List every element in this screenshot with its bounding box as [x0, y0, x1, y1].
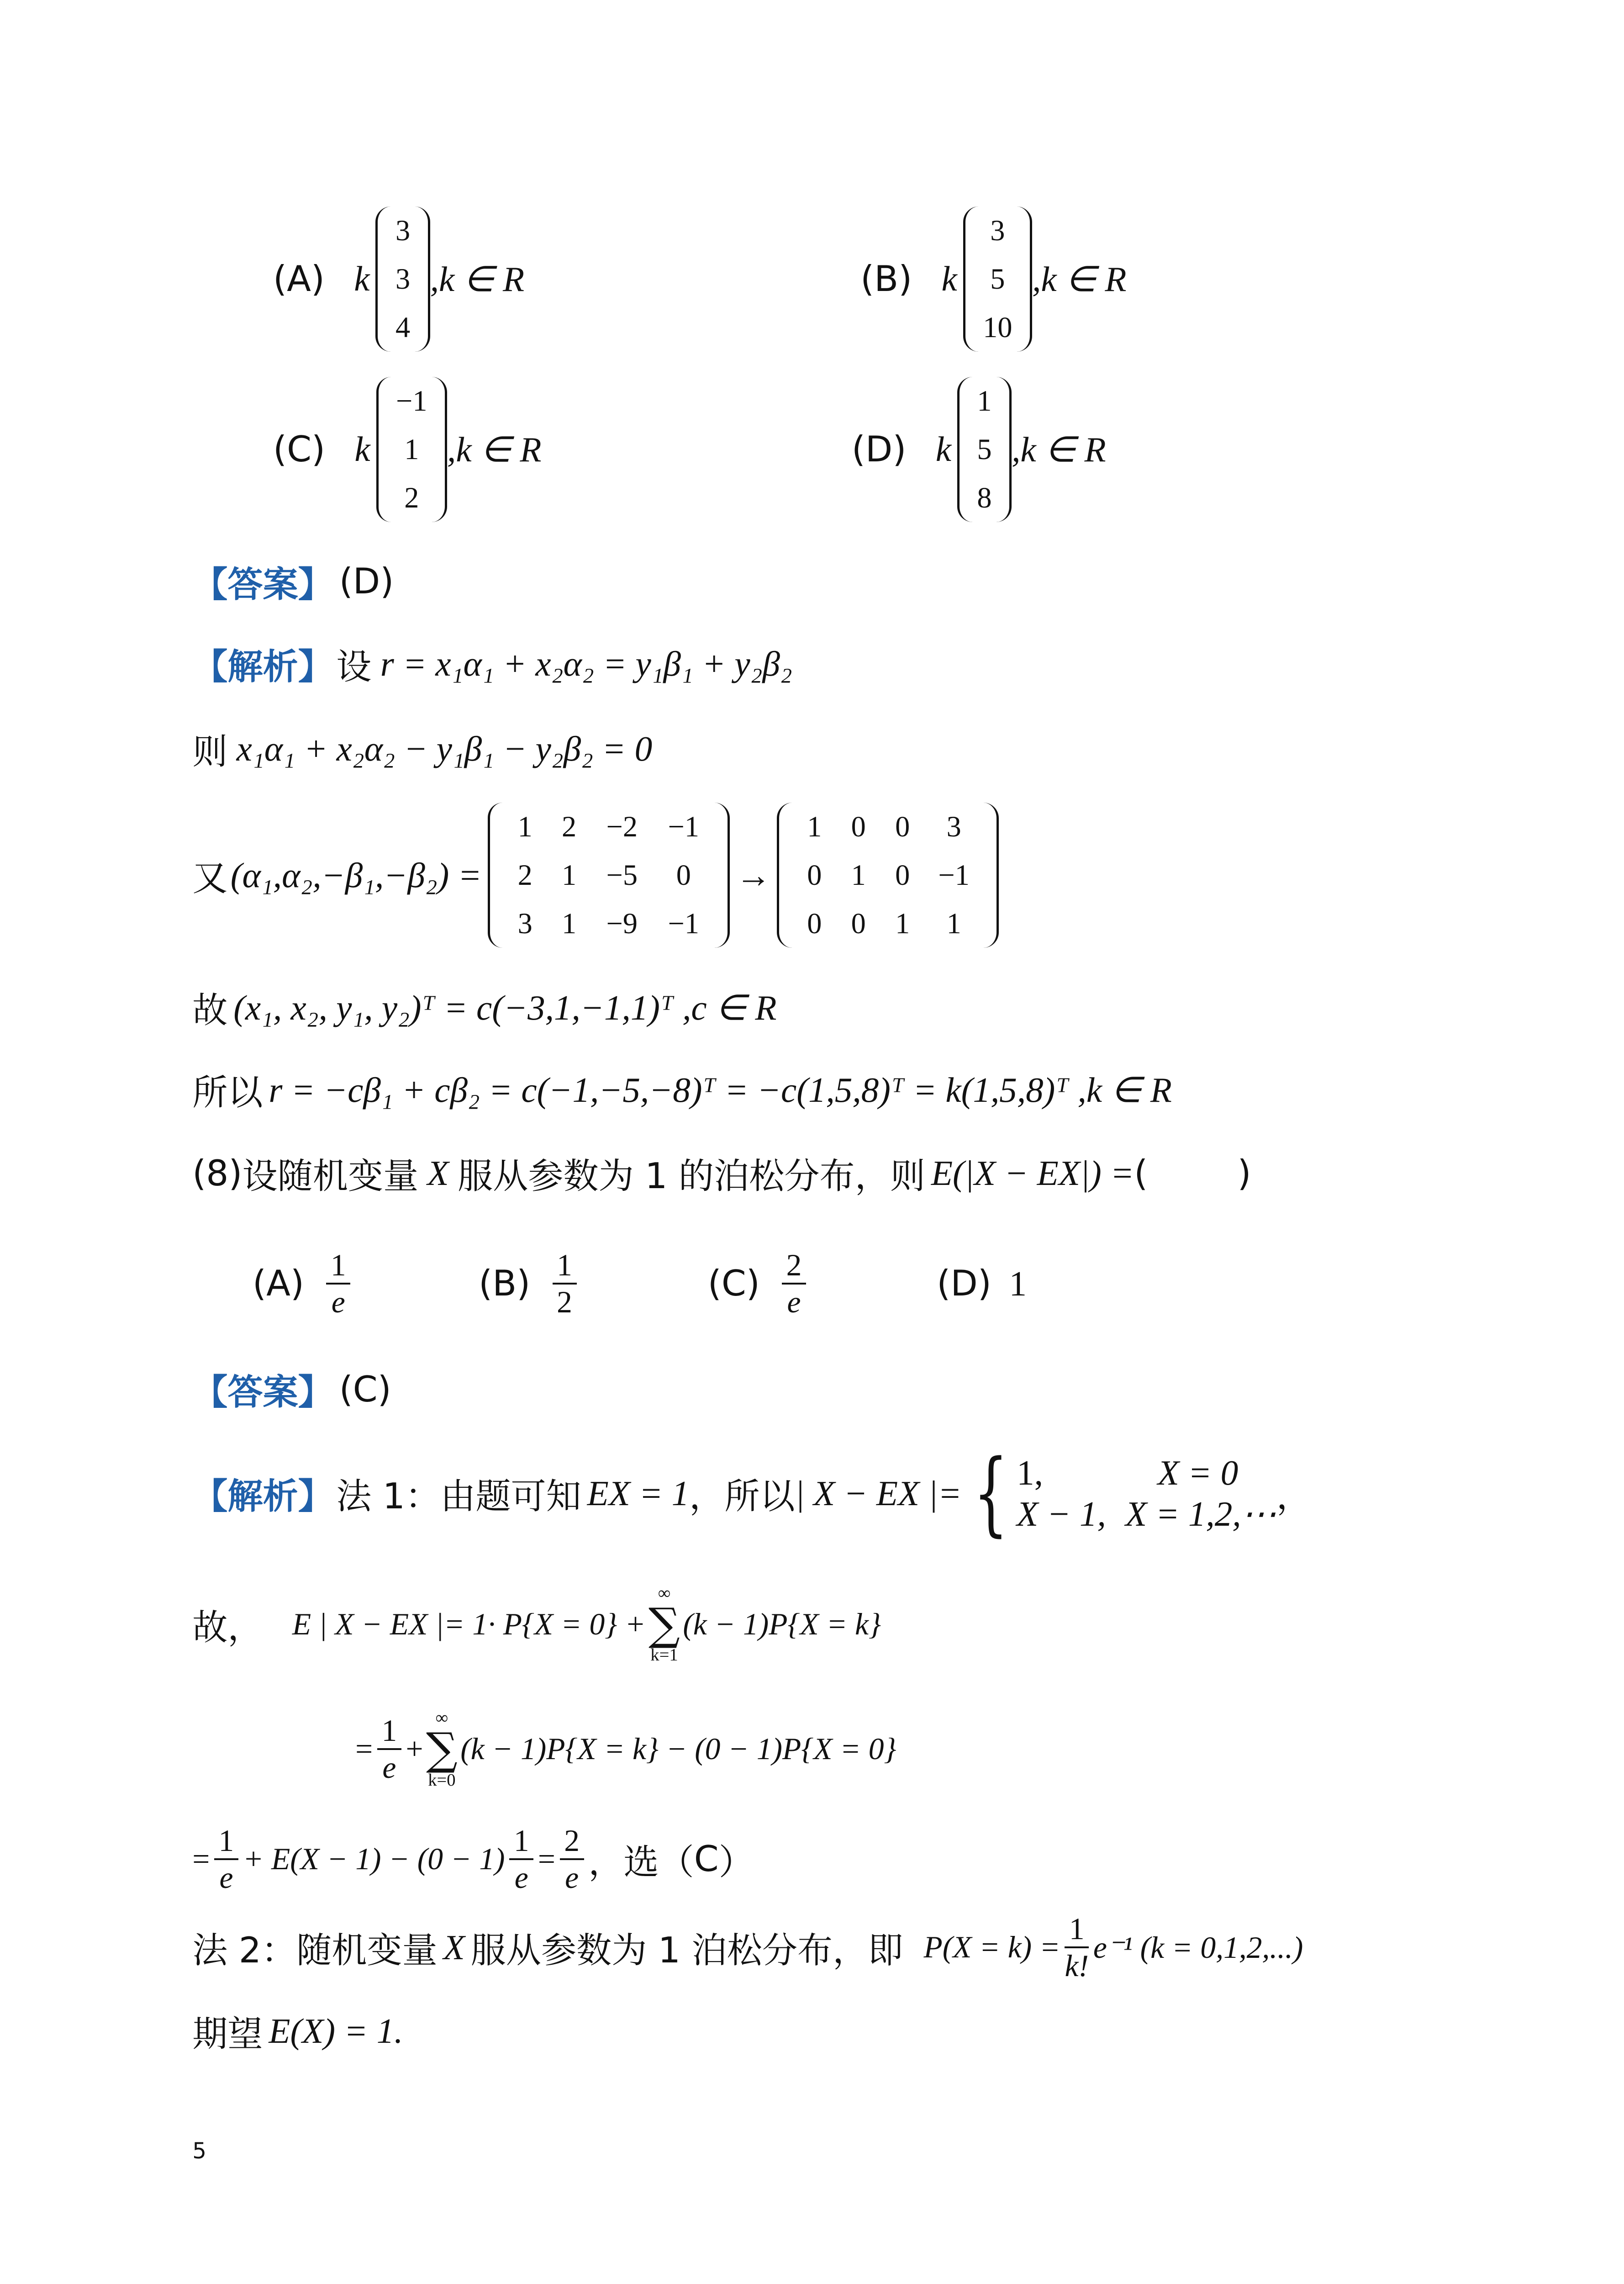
option-label: (C) — [273, 428, 326, 470]
analysis-text: 设 — [336, 646, 372, 687]
sum-upper: ∞ — [658, 1584, 671, 1603]
denominator: e — [514, 1861, 528, 1895]
fraction — [377, 1713, 401, 1785]
option-8c — [708, 1242, 811, 1325]
question-8 — [192, 1142, 1251, 1204]
option-value: 1 — [1009, 1264, 1027, 1303]
fraction — [782, 1248, 806, 1320]
reduced-matrix — [777, 803, 999, 948]
case-value: 1, — [1017, 1453, 1044, 1493]
option-label: (B) — [860, 258, 912, 300]
analysis-text: 故 — [192, 990, 228, 1031]
matrix-entry: −5 — [606, 859, 638, 892]
matrix-entry: −2 — [606, 810, 638, 843]
numerator: 1 — [214, 1823, 238, 1860]
numerator: 2 — [560, 1823, 584, 1860]
numerator: 1 — [1065, 1911, 1089, 1948]
analysis-text: ，所以 — [689, 1476, 795, 1517]
matrix-entry: 0 — [851, 907, 866, 940]
augmented-matrix — [488, 803, 730, 948]
numerator: 1 — [377, 1713, 401, 1750]
matrix-entry: 1 — [562, 907, 577, 940]
cases-brace: { — [973, 1440, 1008, 1547]
question-text: 服从参数为 1 的泊松分布，则 — [457, 1156, 926, 1197]
formula: e⁻¹ (k = 0,1,2,...) — [1093, 1930, 1303, 1965]
analysis-text: 期望 — [192, 2014, 263, 2055]
matrix-entry: 0 — [851, 810, 866, 843]
denominator: e — [382, 1750, 396, 1785]
analysis-text: 法 2：随机变量 — [192, 1930, 438, 1971]
vec-entry: 1 — [404, 433, 419, 465]
analysis-8-step-2 — [355, 1704, 896, 1795]
option-label: (D) — [851, 428, 907, 470]
analysis-7-line-5 — [192, 1060, 1172, 1119]
analysis-8-step-3 — [192, 1818, 754, 1900]
selected-choice: C — [694, 1839, 719, 1880]
scalar-k: k — [935, 429, 951, 469]
formula: E(|X − EX|) = — [931, 1153, 1134, 1193]
vector-domain: ,k ∈ R — [1032, 259, 1127, 299]
option-7b — [860, 206, 1126, 353]
vector-domain: ,k ∈ R — [447, 429, 542, 469]
fraction — [326, 1248, 350, 1320]
denominator: 2 — [557, 1285, 572, 1320]
formula: (k − 1)P{X = k} − (0 − 1)P{X = 0} — [460, 1732, 896, 1766]
formula: (k − 1)P{X = k} — [683, 1607, 881, 1641]
formula: x₁α₁ + x₂α₂ − y₁β₁ − y₂β₂ = 0 — [236, 729, 653, 769]
scalar-k: k — [941, 259, 957, 299]
fraction — [214, 1823, 238, 1895]
sum-upper: ∞ — [435, 1708, 448, 1728]
analysis-8-expectation — [192, 2000, 403, 2062]
analysis-text: ， — [1276, 1476, 1312, 1517]
matrix-entry: 0 — [895, 859, 910, 892]
formula: | X − EX |= — [795, 1474, 962, 1513]
denominator: e — [219, 1861, 233, 1895]
formula: r = x₁α₁ + x₂α₂ = y₁β₁ + y₂β₂ — [380, 644, 792, 683]
formula: E | X − EX |= 1· P{X = 0} + — [292, 1607, 646, 1641]
formula: X — [443, 1927, 465, 1967]
numerator: 1 — [553, 1248, 577, 1285]
analysis-text: 服从参数为 1 泊松分布，即 — [470, 1930, 903, 1971]
option-label: (A) — [253, 1263, 304, 1305]
analysis-tag: 【解析】 — [192, 646, 333, 687]
matrix-entry: 1 — [946, 907, 961, 940]
numerator: 1 — [326, 1248, 350, 1285]
fraction — [553, 1248, 577, 1320]
matrix-entry: 1 — [562, 859, 577, 892]
matrix-entry: −1 — [668, 907, 700, 940]
vec-entry: 5 — [990, 262, 1005, 295]
sum-lower: k=0 — [428, 1770, 456, 1790]
case-value: X − 1, — [1017, 1494, 1106, 1533]
vec-entry: −1 — [396, 384, 427, 417]
matrix-entry: 2 — [562, 810, 577, 843]
analysis-7-line-1 — [192, 634, 792, 693]
analysis-text: ） — [718, 1841, 754, 1883]
denominator: k! — [1065, 1949, 1089, 1983]
option-label: (D) — [937, 1263, 991, 1305]
option-label: (C) — [707, 1263, 760, 1305]
analysis-text: ，选（ — [588, 1841, 694, 1883]
analysis-text: 故， — [192, 1607, 263, 1648]
matrix-entry: 0 — [676, 859, 691, 892]
matrix-entry: 1 — [807, 810, 822, 843]
answer-7 — [192, 552, 394, 611]
question-text: 设随机变量 — [242, 1156, 419, 1197]
matrix-entry: −9 — [606, 907, 638, 940]
analysis-text: 又 — [192, 857, 228, 899]
case-condition: X = 0 — [1157, 1453, 1239, 1493]
scalar-k: k — [354, 429, 370, 469]
formula: E(X) = 1. — [269, 2011, 403, 2051]
column-vector — [963, 206, 1032, 352]
analysis-8-step-1 — [192, 1581, 881, 1669]
formula: EX = 1 — [587, 1474, 690, 1513]
matrix-entry: 0 — [807, 907, 822, 940]
column-vector — [375, 206, 430, 352]
matrix-entry: 3 — [517, 907, 533, 940]
vec-entry: 1 — [977, 384, 992, 417]
analysis-text: 法 1：由题可知 — [336, 1476, 581, 1517]
summation-icon: ∞ ∑ k=0 — [426, 1708, 458, 1790]
formula: (x₁, x₂, y₁, y₂)ᵀ = c(−3,1,−1,1)ᵀ ,c ∈ R — [233, 988, 777, 1027]
vector-domain: ,k ∈ R — [1012, 429, 1106, 469]
analysis-7-line-4 — [192, 978, 776, 1037]
analysis-text: 则 — [192, 731, 228, 773]
vec-entry: 4 — [395, 311, 411, 344]
analysis-text: 所以 — [192, 1072, 263, 1114]
question-number: (8) — [192, 1153, 243, 1194]
vec-entry: 8 — [977, 481, 992, 514]
fraction — [1065, 1911, 1089, 1983]
formula: = — [355, 1732, 373, 1766]
option-8b — [479, 1242, 581, 1325]
formula: (α₁,α₂,−β₁,−β₂) = — [230, 855, 482, 895]
fraction — [509, 1823, 533, 1895]
denominator: e — [787, 1285, 801, 1320]
piecewise-cases — [1017, 1453, 1276, 1534]
scalar-k: k — [354, 259, 370, 299]
formula: + — [406, 1732, 423, 1766]
formula: X — [427, 1153, 449, 1193]
option-7a — [273, 206, 524, 353]
column-vector — [957, 377, 1012, 522]
matrix-entry: 0 — [807, 859, 822, 892]
analysis-7-line-2 — [192, 719, 652, 778]
formula: r = −cβ₁ + cβ₂ = c(−1,−5,−8)ᵀ = −c(1,5,8)ᵀ = k(1,5,8)ᵀ ,k ∈ R — [269, 1070, 1172, 1110]
option-label: (B) — [479, 1263, 531, 1305]
matrix-entry: 1 — [517, 810, 533, 843]
vec-entry: 10 — [983, 311, 1012, 344]
answer-blank: ( ) — [1134, 1153, 1251, 1194]
vec-entry: 3 — [395, 262, 411, 295]
fraction — [560, 1823, 584, 1895]
option-8a — [253, 1242, 355, 1325]
answer-tag: 【答案】 — [192, 1372, 333, 1413]
matrix-entry: 0 — [895, 810, 910, 843]
option-8d — [937, 1242, 1027, 1325]
analysis-7-matrix-line — [192, 799, 999, 952]
vec-entry: 2 — [404, 481, 419, 514]
numerator: 2 — [782, 1248, 806, 1285]
answer-tag: 【答案】 — [192, 564, 333, 605]
answer-8 — [192, 1360, 391, 1419]
matrix-entry: −1 — [938, 859, 970, 892]
analysis-tag: 【解析】 — [192, 1476, 333, 1517]
sum-lower: k=1 — [650, 1645, 678, 1665]
denominator: e — [565, 1861, 579, 1895]
formula: P(X = k) = — [923, 1930, 1060, 1965]
vec-entry: 3 — [990, 214, 1005, 247]
formula: = — [538, 1842, 555, 1877]
summation-icon: ∞ ∑ k=1 — [649, 1584, 680, 1665]
option-7d — [852, 376, 1106, 523]
numerator: 1 — [509, 1823, 533, 1860]
option-7c — [273, 376, 542, 523]
row-reduce-arrow: → — [736, 855, 771, 895]
vec-entry: 3 — [395, 214, 411, 247]
matrix-entry: 1 — [851, 859, 866, 892]
denominator: e — [331, 1285, 345, 1320]
matrix-entry: 3 — [946, 810, 961, 843]
matrix-entry: 2 — [517, 859, 533, 892]
vec-entry: 5 — [977, 433, 992, 465]
case-condition: X = 1,2,⋯ — [1125, 1494, 1276, 1534]
page-number: 5 — [192, 2138, 206, 2164]
answer-value: (D) — [339, 561, 394, 603]
analysis-8-method-2 — [192, 1906, 1303, 1988]
matrix-entry: −1 — [668, 810, 700, 843]
formula: + E(X − 1) − (0 − 1) — [243, 1842, 505, 1877]
column-vector — [376, 377, 448, 522]
analysis-8-method-1 — [192, 1440, 1312, 1547]
answer-value: (C) — [339, 1369, 391, 1410]
option-label: (A) — [273, 258, 325, 300]
matrix-entry: 1 — [895, 907, 910, 940]
formula: = — [192, 1842, 210, 1877]
vector-domain: ,k ∈ R — [430, 259, 525, 299]
